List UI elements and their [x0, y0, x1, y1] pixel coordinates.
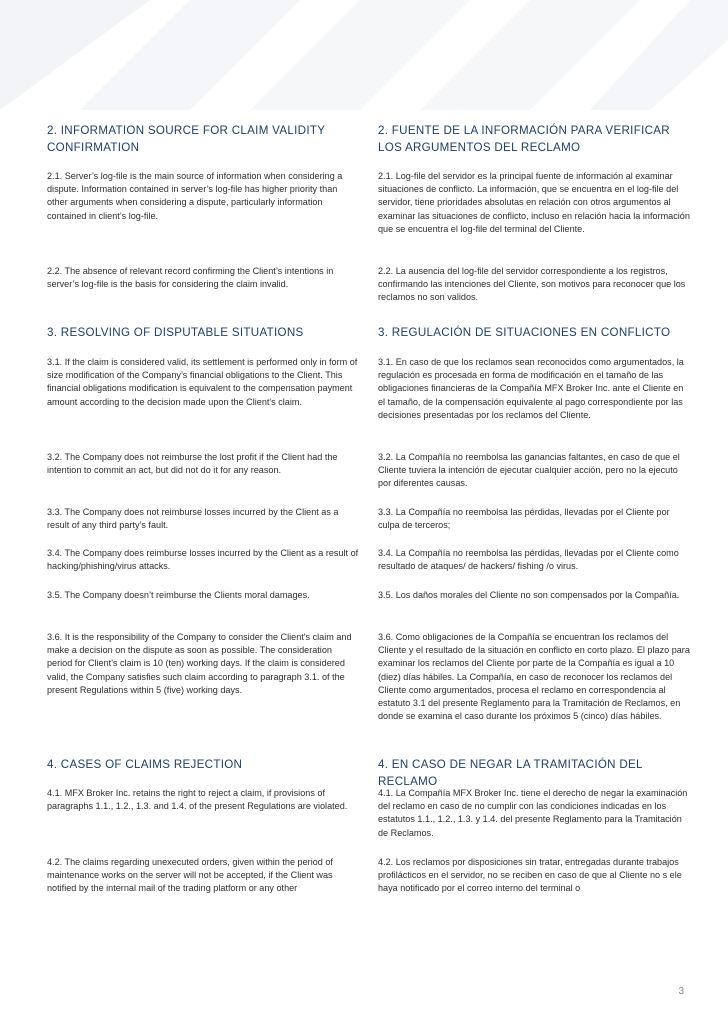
paragraph-4-2-en: 4.2. The claims regarding unexecuted orders, given within the period of maintenance works on the server will not be accepted, if the Client was notified by the internal mail of the trading platform or any other — [47, 857, 333, 894]
paragraph-4-2-es: 4.2. Los reclamos por disposiciones sin tratar, entregadas durante trabajos profilácticos en el servidor, no se reciben en caso de que al Cliente no s ele haya notificado por el correo interno del terminal o — [378, 857, 682, 894]
paragraph-3-1 — [47, 356, 690, 422]
paragraph-3-4-es: 3.4. La Compañía no reembolsa las pérdidas, llevadas por el Cliente como resultado de ataques/ de hackers/ fishing /o virus. — [378, 548, 679, 572]
section-2-heading-en: 2. INFORMATION SOURCE FOR CLAIM VALIDITY CONFIRMATION — [47, 124, 326, 154]
section-3-headings — [47, 324, 690, 341]
section-3-heading-en: 3. RESOLVING OF DISPUTABLE SITUATIONS — [47, 326, 304, 339]
paragraph-4-2 — [47, 856, 690, 896]
paragraph-2-2 — [47, 265, 690, 305]
section-4-heading-en: 4. CASES OF CLAIMS REJECTION — [47, 758, 243, 771]
paragraph-3-4 — [47, 547, 690, 573]
paragraph-3-1-es: 3.1. En caso de que los reclamos sean reconocidos como argumentados, la regulación es procesada en forma de modificación en el tamaño de las obligaciones financieras de la Compañía MFX Broker Inc. ante el Cliente en el tamaño, de la compensación equivalente al pago correspondiente por las decisiones presentadas por los reclamos del Cliente. — [378, 357, 684, 420]
section-4-heading-es: 4. EN CASO DE NEGAR LA TRAMITACIÓN DEL RECLAMO — [378, 758, 643, 788]
paragraph-4-1-en: 4.1. MFX Broker Inc. retains the right to reject a claim, if provisions of paragraphs 1.1., 1.2., 1.3. and 1.4. of the present Regulations are violated. — [47, 788, 348, 812]
paragraph-3-4-en: 3.4. The Company does reimburse losses incurred by the Client as a result of hacking/phishing/virus attacks. — [47, 548, 359, 572]
paragraph-3-2-en: 3.2. The Company does not reimburse the lost profit if the Client had the intention to commit an act, but did not do it for any reason. — [47, 452, 338, 476]
paragraph-3-5 — [47, 589, 690, 602]
paragraph-3-3 — [47, 506, 690, 532]
paragraph-2-1-es: 2.1. Log-file del servidor es la principal fuente de información al examinar situaciones de conflicto. La información, que se encuentra en el log-file del servidor, tiene prioridades absolutas en relación con otros argumentos al examinar las situaciones de conflicto, incluso en relación hacia la información que se encuentra el log-file del terminal del Cliente. — [378, 171, 690, 234]
paragraph-3-5-es: 3.5. Los daños morales del Cliente no son compensados por la Compañía. — [378, 590, 680, 600]
section-3-heading-es: 3. REGULACIÓN DE SITUACIONES EN CONFLICTO — [378, 326, 671, 339]
paragraph-3-3-es: 3.3. La Compañía no reembolsa las pérdidas, llevadas por el Cliente por culpa de terceros; — [378, 507, 670, 531]
paragraph-4-1 — [47, 787, 690, 840]
paragraph-3-6-en: 3.6. It is the responsibility of the Company to consider the Client's claim and make a decision on the dispute as soon as possible. The consideration period for Client's claim is 10 (ten) working days. If the claim is considered valid, the Company satisfies such claim according to paragraph 3.1. of the present Regulations within 5 (five) working days. — [47, 632, 352, 695]
paragraph-3-2 — [47, 451, 690, 491]
paragraph-3-6-es: 3.6. Como obligaciones de la Compañía se encuentran los reclamos del Cliente y el resultado de la situación en conflicto en corto plazo. El plazo para examinar los reclamos del Cliente por parte de la Compañía es igual a 10 (diez) días hábiles. La Compañía, en caso de reconocer los reclamos del Cliente como argumentados, procesa el reclamo en correspondencia al estatuto 3.1 del presente Reglamento para la Tramitación de Reclamos, en donde se examina el caso durante los próximos 5 (cinco) días hábiles. — [378, 632, 690, 722]
paragraph-2-1-en: 2.1. Server’s log-file is the main source of information when considering a dispute. Information contained in server’s log-file has higher priority than other arguments when considering a dispute, particularly information contained in client’s log-file. — [47, 171, 343, 221]
paragraph-3-1-en: 3.1. If the claim is considered valid, its settlement is performed only in form of size modification of the Company’s financial obligations to the Client. This financial obligations modification is equivalent to the compensation payment amount according to the decision made upon the Client's claim. — [47, 357, 358, 407]
paragraph-2-2-en: 2.2. The absence of relevant record confirming the Client’s intentions in server’s log-file is the basis for considering the claim invalid. — [47, 266, 334, 290]
section-2-heading-es: 2. FUENTE DE LA INFORMACIÓN PARA VERIFICAR LOS ARGUMENTOS DEL RECLAMO — [378, 124, 670, 154]
page-number: 3 — [678, 986, 684, 997]
paragraph-4-1-es: 4.1. La Compañía MFX Broker Inc. tiene el derecho de negar la examinación del reclamo en caso de no cumplir con las condiciones indicadas en los estatutos 1.1., 1.2., 1.3. y 1.4. del presente Reglamento para la Tramitación de Reclamos. — [378, 788, 688, 838]
section-4-headings — [47, 756, 690, 790]
paragraph-2-2-es: 2.2. La ausencia del log-file del servidor correspondiente a los registros, confirmando las intenciones del Cliente, son motivos para reconocer que los reclamos no son validos. — [378, 266, 686, 303]
paragraph-2-1 — [47, 170, 690, 236]
paragraph-3-3-en: 3.3. The Company does not reimburse losses incurred by the Client as a result of any third party’s fault. — [47, 507, 339, 531]
section-2-headings — [47, 122, 690, 156]
paragraph-3-2-es: 3.2. La Compañía no reembolsa las ganancias faltantes, en caso de que el Cliente tuviera la intención de ejecutar cualquier acción, pero no la ejecuto por diferentes causas. — [378, 452, 680, 489]
paragraph-3-5-en: 3.5. The Company doesn’t reimburse the Clients moral damages. — [47, 590, 310, 600]
paragraph-3-6 — [47, 631, 690, 723]
